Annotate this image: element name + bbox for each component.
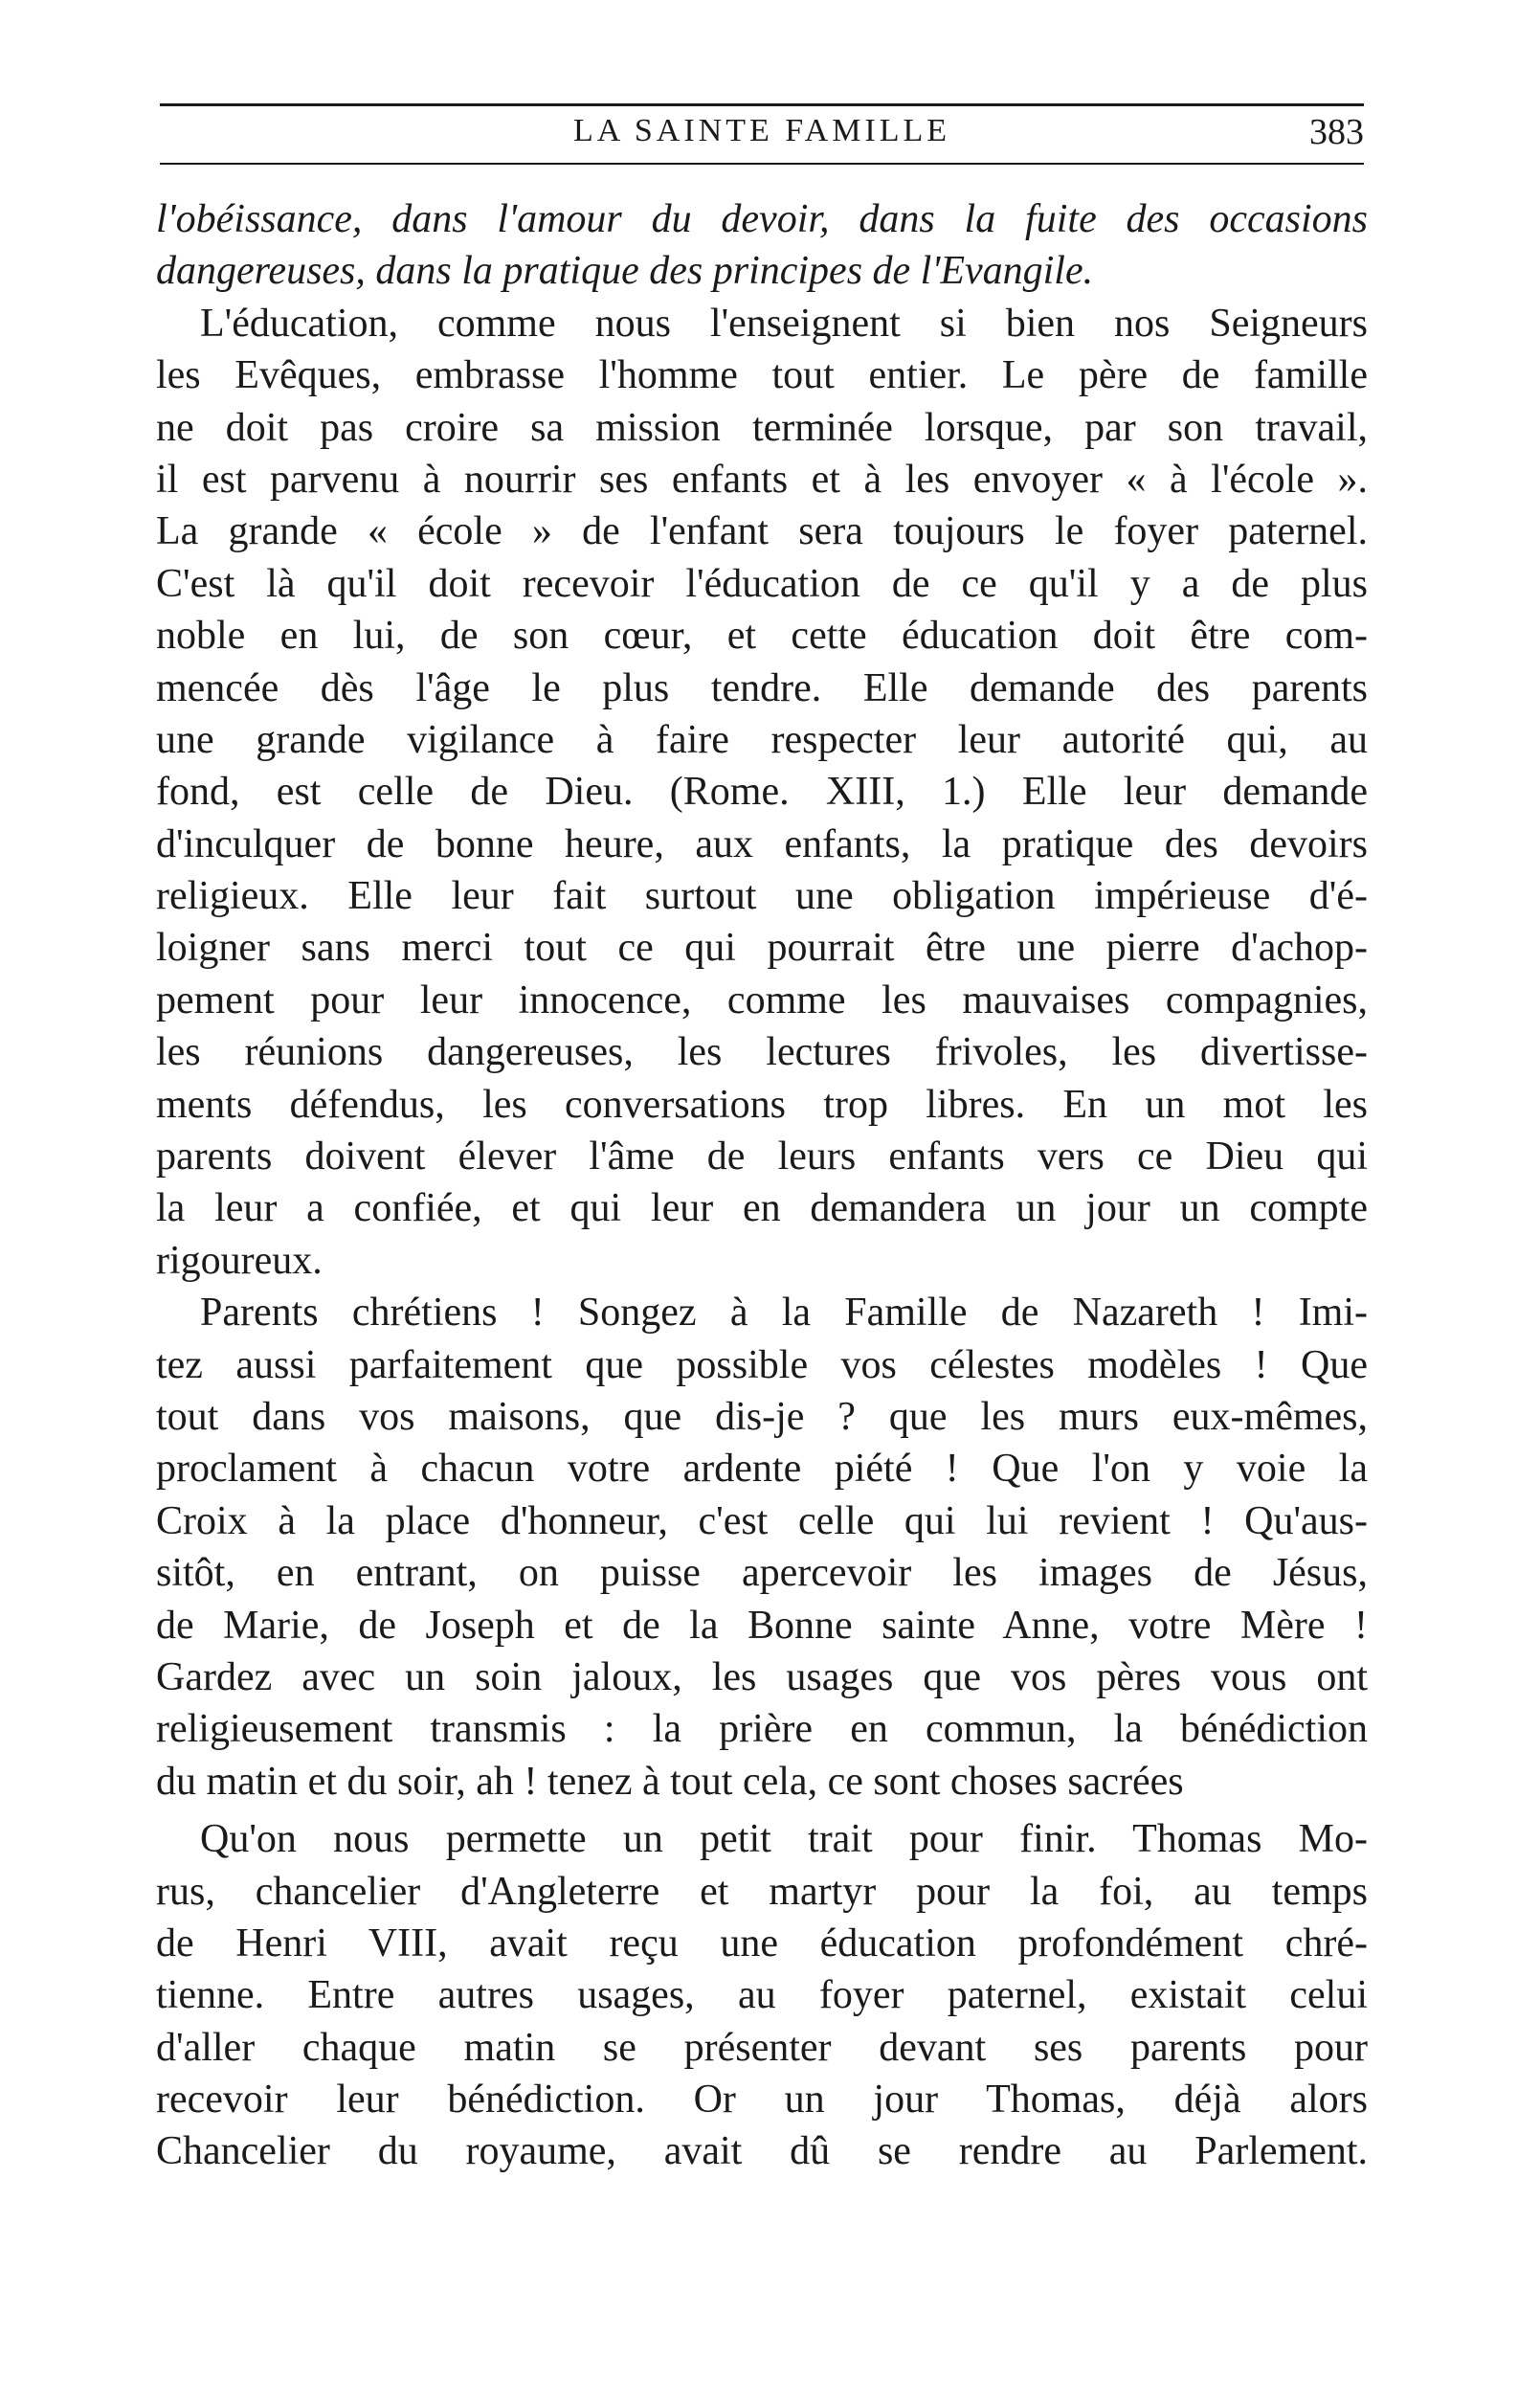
text-line: Qu'on nous permette un petit trait pour finir. Thomas Mo- bbox=[200, 1817, 1368, 1862]
text-line: Croix à la place d'honneur, c'est celle qui lui revient ! Qu'aus- bbox=[156, 1498, 1368, 1543]
text-line: une grande vigilance à faire respecter leur autorité qui, au bbox=[156, 717, 1368, 762]
text-line: religieux. Elle leur fait surtout une obligation impérieuse d'é- bbox=[156, 874, 1368, 919]
text-line: ments défendus, les conversations trop libres. En un mot les bbox=[156, 1082, 1368, 1127]
text-line: rigoureux. bbox=[156, 1238, 323, 1283]
running-title: LA SAINTE FAMILLE bbox=[572, 113, 951, 148]
text-line: rus, chancelier d'Angleterre et martyr pour la foi, au temps bbox=[156, 1869, 1368, 1914]
text-line: parents doivent élever l'âme de leurs enfants vers ce Dieu qui bbox=[156, 1134, 1368, 1179]
text-line: du matin et du soir, ah ! tenez à tout cela, ce sont choses sacrées bbox=[156, 1759, 1184, 1804]
text-line: proclament à chacun votre ardente piété ! Que l'on y voie la bbox=[156, 1447, 1368, 1492]
text-line: L'éducation, comme nous l'enseignent si bien nos Seigneurs bbox=[200, 301, 1368, 346]
header-rule-top bbox=[160, 103, 1364, 106]
paragraph bbox=[156, 298, 1368, 1287]
text-line: recevoir leur bénédiction. Or un jour Thomas, déjà alors bbox=[156, 2078, 1368, 2123]
text-line: d'inculquer de bonne heure, aux enfants, la pratique des devoirs bbox=[156, 821, 1368, 866]
text-line: pement pour leur innocence, comme les mauvaises compagnies, bbox=[156, 977, 1368, 1022]
body-text bbox=[156, 193, 1368, 2178]
text-line: les réunions dangereuses, les lectures frivoles, les divertisse- bbox=[156, 1030, 1368, 1075]
text-line: Chancelier du royaume, avait dû se rendre au Parlement. bbox=[156, 2129, 1368, 2174]
text-line: tienne. Entre autres usages, au foyer paternel, existait celui bbox=[156, 1973, 1368, 2018]
page-number: 383 bbox=[1309, 112, 1364, 152]
text-line: tout dans vos maisons, que dis-je ? que les murs eux-mêmes, bbox=[156, 1394, 1368, 1439]
running-head bbox=[160, 109, 1364, 159]
text-line: fond, est celle de Dieu. (Rome. XIII, 1.) Elle leur demande bbox=[156, 770, 1368, 815]
paragraph bbox=[156, 1813, 1368, 2178]
text-line: ne doit pas croire sa mission terminée lorsque, par son travail, bbox=[156, 405, 1368, 450]
text-line: C'est là qu'il doit recevoir l'éducation de ce qu'il y a de plus bbox=[156, 561, 1368, 606]
text-line: loigner sans merci tout ce qui pourrait être une pierre d'achop- bbox=[156, 926, 1368, 971]
text-line: de Marie, de Joseph et de la Bonne sainte Anne, votre Mère ! bbox=[156, 1603, 1368, 1648]
paragraph bbox=[156, 193, 1368, 298]
text-line: tez aussi parfaitement que possible vos célestes modèles ! Que bbox=[156, 1342, 1368, 1387]
text-line: il est parvenu à nourrir ses enfants et à les envoyer « à l'école ». bbox=[156, 457, 1368, 502]
text-line: noble en lui, de son cœur, et cette éducation doit être com- bbox=[156, 614, 1368, 659]
text-line: dangereuses, dans la pratique des principes de l'Evangile. bbox=[156, 249, 1094, 294]
text-line: religieusement transmis : la prière en commun, la bénédiction bbox=[156, 1707, 1368, 1752]
text-line: les Evêques, embrasse l'homme tout entier. Le père de famille bbox=[156, 353, 1368, 398]
text-line: sitôt, en entrant, on puisse apercevoir les images de Jésus, bbox=[156, 1551, 1368, 1596]
text-line: La grande « école » de l'enfant sera toujours le foyer paternel. bbox=[156, 509, 1368, 554]
text-line: Gardez avec un soin jaloux, les usages que vos pères vous ont bbox=[156, 1654, 1368, 1699]
header-rule-bottom bbox=[160, 163, 1364, 165]
text-line: l'obéissance, dans l'amour du devoir, dans la fuite des occasions bbox=[156, 197, 1368, 241]
text-line: Parents chrétiens ! Songez à la Famille de Nazareth ! Imi- bbox=[200, 1291, 1368, 1336]
text-line: d'aller chaque matin se présenter devant ses parents pour bbox=[156, 2025, 1368, 2070]
text-line: mencée dès l'âge le plus tendre. Elle demande des parents bbox=[156, 665, 1368, 710]
text-line: la leur a confiée, et qui leur en demandera un jour un compte bbox=[156, 1186, 1368, 1231]
paragraph bbox=[156, 1287, 1368, 1808]
text-line: de Henri VIII, avait reçu une éducation profondément chré- bbox=[156, 1921, 1368, 1965]
